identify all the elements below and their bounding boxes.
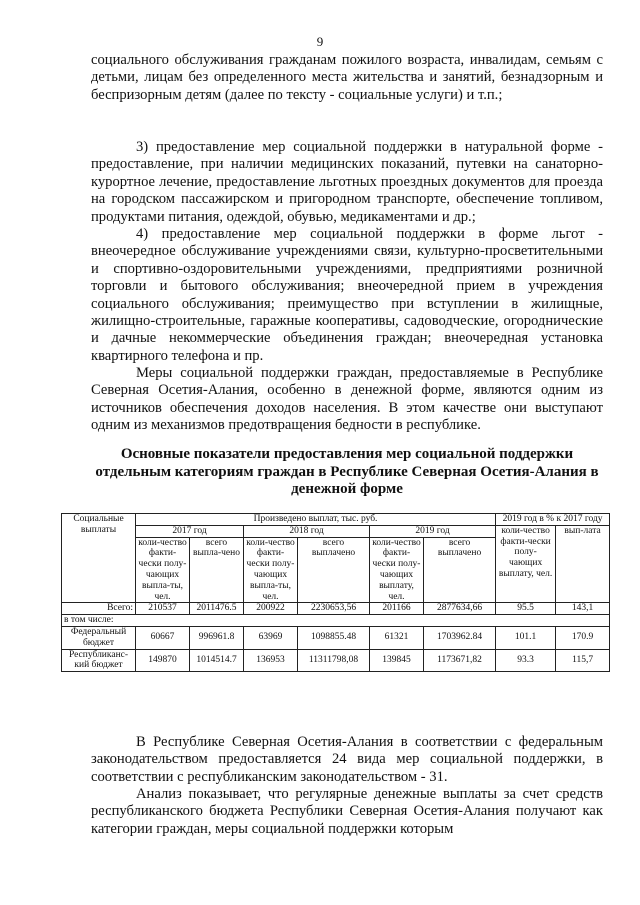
table-row: [62, 626, 610, 649]
header-year-2017: 2017 год: [136, 525, 244, 537]
paragraph-analysis: Анализ показывает, что регулярные денежные выплаты за счет средств республиканского бюджета Республики Северная Осетия-Алания получают как категории граждан, меры социальной поддержки которым: [91, 786, 603, 837]
cell: 2011476.5: [190, 603, 244, 615]
header-total-2017: всего выпла-чено: [190, 537, 244, 603]
paragraph-item-4: 4) предоставление мер социальной поддержки в форме льгот - внеочередное обслуживание учреждениями связи, культурно-просветительными и спортивно-оздоровительными учреждениями, предприятиями розничной торговли и бытового обслуживания; внеочередной прием в учреждения социального обслуживания; преимущество при вступлении в жилищные, жилищно-строительные, гаражные кооперативы, садоводческие, огороднические и дачные некоммерческие объединения граждан; внеочередная установка квартирного телефона и пр.: [91, 226, 603, 364]
header-total-ratio: вып-лата: [556, 525, 610, 603]
header-count-2017: коли-чество факти-чески полу-чающих выпла-ты, чел.: [136, 537, 190, 603]
paragraph-item-3: 3) предоставление мер социальной поддержки в натуральной форме - предоставление, при наличии медицинских показаний, путевки на санаторно-курортное лечение, предоставление льготных проездных документов для проезда на городском пассажирском и пригородном транспорте, обеспечение топливом, продуктами питания, одеждой, обувью, медикаментами и др.;: [91, 139, 603, 225]
cell: 63969: [244, 626, 298, 649]
paragraph-measures: Меры социальной поддержки граждан, предоставляемые в Республике Северная Осетия-Алания, особенно в денежной форме, являются одним из источников обеспечения доходов населения. В этом качестве они выступают одним из механизмов предотвращения бедности в республике.: [91, 365, 603, 434]
header-produced: Произведено выплат, тыс. руб.: [136, 514, 496, 526]
table-row: [62, 603, 610, 615]
header-ratio: 2019 год в % к 2017 году: [496, 514, 610, 526]
row-label: в том числе:: [62, 615, 610, 627]
social-payments-table: [61, 513, 610, 672]
header-count-2018: коли-чество факти-чески полу-чающих выпла-ты, чел.: [244, 537, 298, 603]
cell: 95.5: [496, 603, 556, 615]
header-total-2018: всего выплачено: [298, 537, 370, 603]
cell: 115,7: [556, 649, 610, 672]
header-year-2018: 2018 год: [244, 525, 370, 537]
cell: 170.9: [556, 626, 610, 649]
cell: 149870: [136, 649, 190, 672]
row-label: Федеральный бюджет: [62, 626, 136, 649]
cell: 200922: [244, 603, 298, 615]
cell: 61321: [370, 626, 424, 649]
cell: 139845: [370, 649, 424, 672]
header-total-2019: всего выплачено: [424, 537, 496, 603]
table-title: Основные показатели предоставления мер социальной поддержки отдельным категориям граждан в Республике Северная Осетия-Алания в денежной форме: [95, 446, 599, 497]
header-social-payments: Социальные выплаты: [62, 514, 136, 603]
cell: 2230653,56: [298, 603, 370, 615]
row-label: Республиканс-кий бюджет: [62, 649, 136, 672]
header-year-2019: 2019 год: [370, 525, 496, 537]
header-count-ratio: коли-чество факти-чески полу-чающих выплату, чел.: [496, 525, 556, 603]
cell: 996961.8: [190, 626, 244, 649]
cell: 93.3: [496, 649, 556, 672]
paragraph-measures-count: В Республике Северная Осетия-Алания в соответствии с федеральным законодательством предоставляется 24 вида мер социальной поддержки, в соответствии с республиканским законодательством - 31.: [91, 734, 603, 785]
page-number: 9: [316, 34, 324, 49]
cell: 136953: [244, 649, 298, 672]
cell: 143,1: [556, 603, 610, 615]
cell: 60667: [136, 626, 190, 649]
cell: 1098855.48: [298, 626, 370, 649]
cell: 1173671,82: [424, 649, 496, 672]
cell: 1014514.7: [190, 649, 244, 672]
cell: 2877634,66: [424, 603, 496, 615]
cell: 210537: [136, 603, 190, 615]
row-label: Всего:: [62, 603, 136, 615]
table-row: [62, 649, 610, 672]
table-row: [62, 615, 610, 627]
cell: 101.1: [496, 626, 556, 649]
cell: 1703962.84: [424, 626, 496, 649]
header-count-2019: коли-чество факти-чески полу-чающих выплату, чел.: [370, 537, 424, 603]
cell: 11311798,08: [298, 649, 370, 672]
cell: 201166: [370, 603, 424, 615]
paragraph-continuation: социального обслуживания гражданам пожилого возраста, инвалидам, семьям с детьми, лицам без определенного места жительства и занятий, безнадзорным и беспризорным детям (далее по тексту - социальные услуги) и т.п.;: [91, 52, 603, 103]
